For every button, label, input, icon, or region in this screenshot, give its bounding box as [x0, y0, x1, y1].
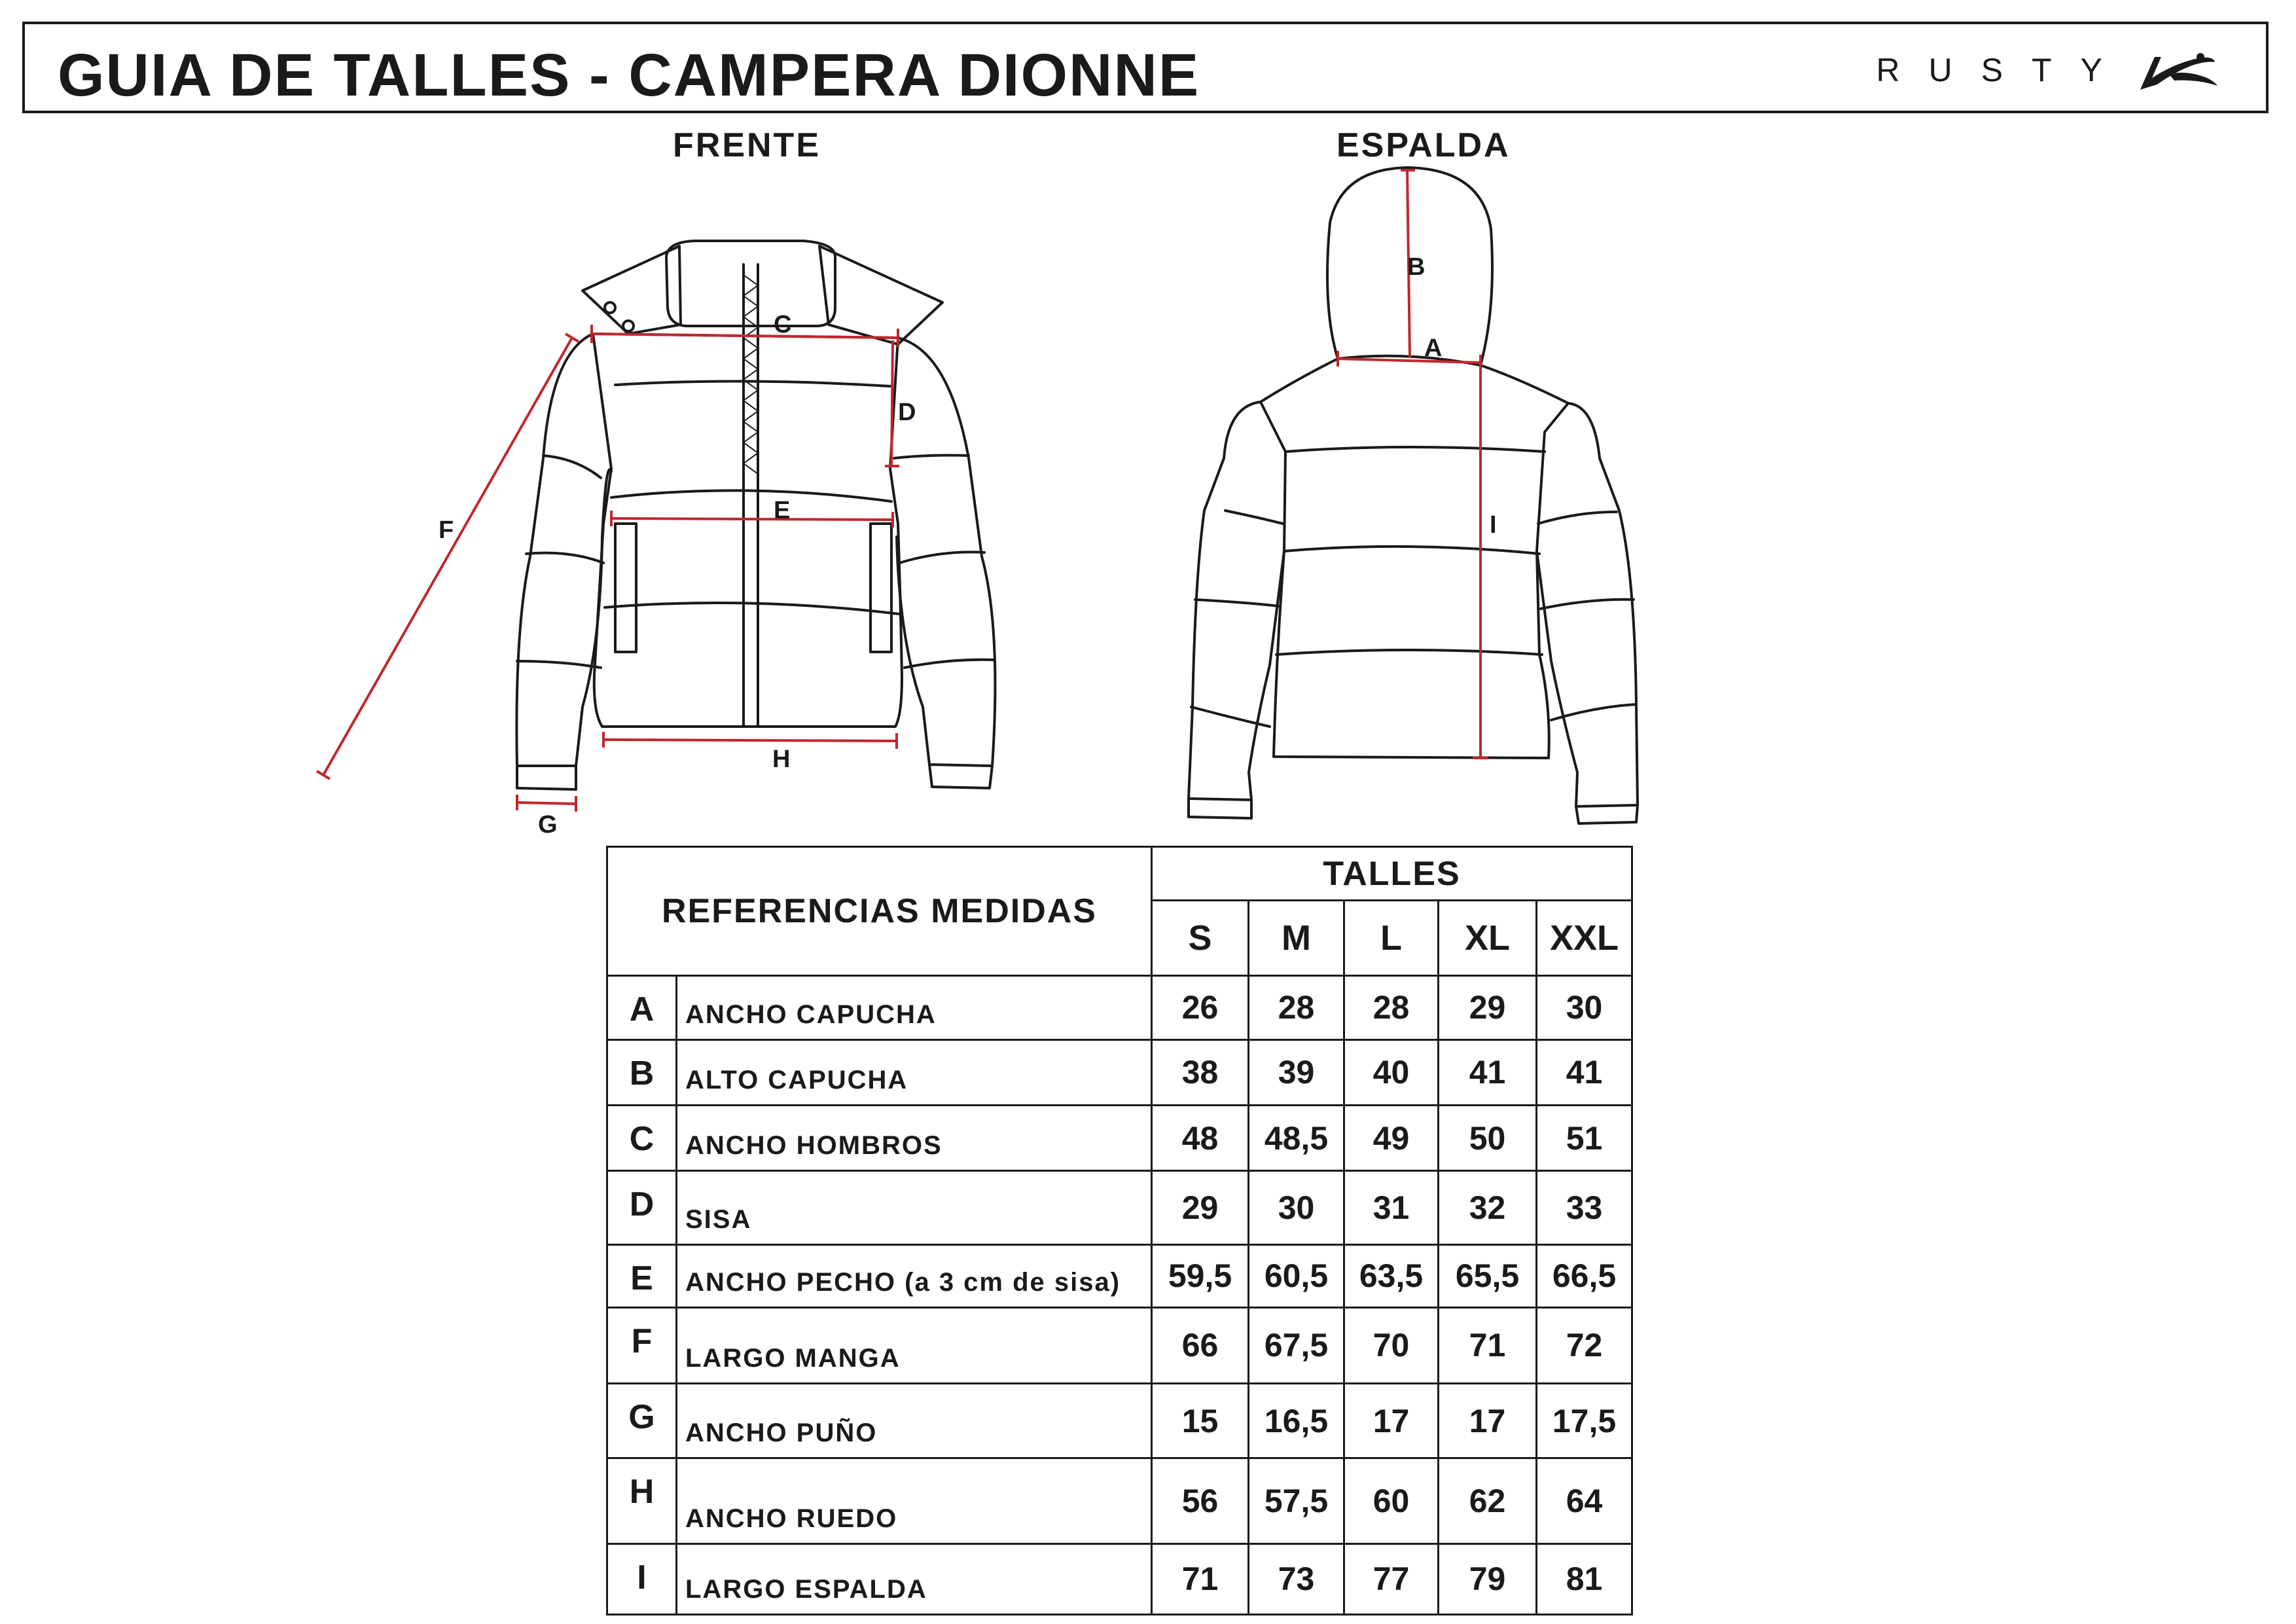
row-letter: G: [607, 1384, 677, 1458]
marker-c: C: [774, 311, 792, 338]
page-title: GUIA DE TALLES - CAMPERA DIONNE: [58, 42, 1200, 109]
row-value: 32: [1439, 1171, 1537, 1244]
row-label: ANCHO HOMBROS: [677, 1106, 1152, 1171]
row-value: 41: [1537, 1039, 1632, 1105]
row-label: ANCHO CAPUCHA: [677, 975, 1152, 1039]
row-value: 81: [1537, 1543, 1632, 1614]
row-value: 38: [1152, 1039, 1249, 1105]
row-letter: D: [607, 1171, 677, 1244]
table-row: [607, 1244, 1632, 1307]
row-value: 31: [1344, 1171, 1439, 1244]
size-header-xxl: XXL: [1537, 901, 1632, 975]
row-value: 50: [1439, 1106, 1537, 1171]
row-value: 26: [1152, 975, 1249, 1039]
row-value: 40: [1344, 1039, 1439, 1105]
table-row: [607, 1039, 1632, 1105]
marker-b: B: [1407, 253, 1426, 281]
row-value: 63,5: [1344, 1244, 1439, 1307]
row-letter: A: [607, 975, 677, 1039]
table-row: [607, 1458, 1632, 1543]
size-header-l: L: [1344, 901, 1439, 975]
row-letter: B: [607, 1039, 677, 1105]
table-row: [607, 975, 1632, 1039]
row-value: 71: [1439, 1307, 1537, 1383]
row-value: 56: [1152, 1458, 1249, 1543]
table-row: [607, 1384, 1632, 1458]
row-value: 49: [1344, 1106, 1439, 1171]
row-value: 51: [1537, 1106, 1632, 1171]
row-label: SISA: [677, 1171, 1152, 1244]
row-value: 41: [1439, 1039, 1537, 1105]
row-value: 72: [1537, 1307, 1632, 1383]
measure-line-d: [891, 340, 893, 466]
marker-d: D: [898, 399, 916, 426]
row-value: 77: [1344, 1543, 1439, 1614]
row-letter: F: [607, 1307, 677, 1383]
table-row: [607, 1171, 1632, 1244]
row-letter: C: [607, 1106, 677, 1171]
row-value: 33: [1537, 1171, 1632, 1244]
row-value: 30: [1537, 975, 1632, 1039]
row-value: 62: [1439, 1458, 1537, 1543]
row-value: 71: [1152, 1543, 1249, 1614]
measurement-lines: [317, 169, 1488, 812]
row-value: 48,5: [1249, 1106, 1344, 1171]
measure-line-g: [517, 803, 576, 804]
row-label: LARGO ESPALDA: [677, 1543, 1152, 1614]
row-value: 79: [1439, 1543, 1537, 1614]
size-header-m: M: [1249, 901, 1344, 975]
front-jacket-outline: [516, 241, 995, 789]
size-table: [606, 846, 1633, 1615]
row-letter: H: [607, 1458, 677, 1543]
row-value: 29: [1439, 975, 1537, 1039]
back-view-label: ESPALDA: [1336, 126, 1511, 164]
row-label: ANCHO RUEDO: [677, 1458, 1152, 1543]
row-value: 30: [1249, 1171, 1344, 1244]
sizes-header: TALLES: [1152, 847, 1632, 901]
row-value: 29: [1152, 1171, 1249, 1244]
row-value: 64: [1537, 1458, 1632, 1543]
row-letter: I: [607, 1543, 677, 1614]
row-value: 39: [1249, 1039, 1344, 1105]
size-table-body: [607, 975, 1632, 1615]
marker-f: F: [439, 516, 454, 544]
row-label: ALTO CAPUCHA: [677, 1039, 1152, 1105]
size-header-s: S: [1152, 901, 1249, 975]
row-value: 17: [1344, 1384, 1439, 1458]
row-label: ANCHO PUÑO: [677, 1384, 1152, 1458]
row-value: 60: [1344, 1458, 1439, 1543]
row-value: 15: [1152, 1384, 1249, 1458]
measure-line-h: [603, 740, 897, 741]
front-view-label: FRENTE: [673, 126, 821, 164]
row-value: 60,5: [1249, 1244, 1344, 1307]
reference-header: REFERENCIAS MEDIDAS: [607, 847, 1152, 976]
marker-a: A: [1424, 334, 1443, 362]
table-row: [607, 1543, 1632, 1614]
row-value: 17,5: [1537, 1384, 1632, 1458]
row-value: 67,5: [1249, 1307, 1344, 1383]
row-value: 66: [1152, 1307, 1249, 1383]
row-value: 65,5: [1439, 1244, 1537, 1307]
brand-name: RUSTY: [1876, 52, 2131, 88]
marker-h: H: [772, 746, 791, 773]
row-label: LARGO MANGA: [677, 1307, 1152, 1383]
table-row: [607, 1106, 1632, 1171]
row-letter: E: [607, 1244, 677, 1307]
row-value: 16,5: [1249, 1384, 1344, 1458]
row-value: 66,5: [1537, 1244, 1632, 1307]
measure-line-f: [323, 338, 572, 775]
marker-i: I: [1490, 511, 1497, 539]
marker-e: E: [774, 497, 791, 524]
row-value: 28: [1249, 975, 1344, 1039]
table-row: [607, 1307, 1632, 1383]
row-value: 28: [1344, 975, 1439, 1039]
marker-g: G: [538, 811, 558, 839]
row-value: 57,5: [1249, 1458, 1344, 1543]
size-header-xl: XL: [1439, 901, 1537, 975]
row-label: ANCHO PECHO (a 3 cm de sisa): [677, 1244, 1152, 1307]
row-value: 73: [1249, 1543, 1344, 1614]
measure-line-e: [611, 518, 893, 520]
row-value: 48: [1152, 1106, 1249, 1171]
row-value: 17: [1439, 1384, 1537, 1458]
row-value: 59,5: [1152, 1244, 1249, 1307]
row-value: 70: [1344, 1307, 1439, 1383]
